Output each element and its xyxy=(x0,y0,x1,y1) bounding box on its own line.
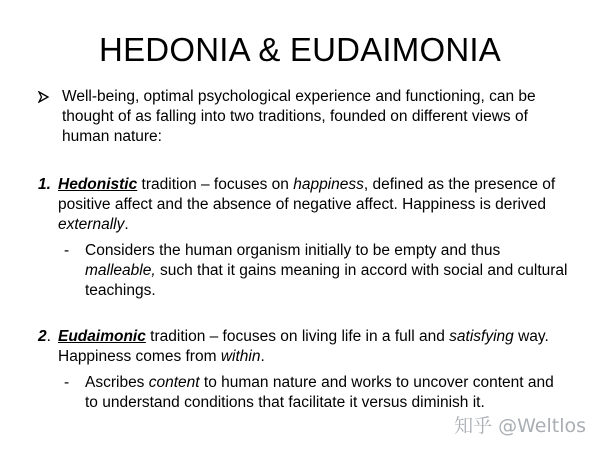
emphasis-satisfying: satisfying xyxy=(449,328,514,345)
list-item-hedonistic xyxy=(38,175,568,301)
slide-title: HEDONIA & EUDAIMONIA xyxy=(99,31,501,68)
emphasis-content: content xyxy=(148,374,200,391)
sub-text-part: such that it gains meaning in accord with social and cultural teachings. xyxy=(85,262,568,299)
item-text-part: tradition – focuses on xyxy=(137,176,294,193)
item-number-suffix: . xyxy=(46,328,51,345)
list-item-eudaimonic xyxy=(38,327,568,413)
emphasis-happiness: happiness xyxy=(293,176,364,193)
term-hedonistic: Hedonistic xyxy=(58,176,138,193)
watermark: 知乎 @Weltlos xyxy=(454,415,586,437)
intro-text: Well-being, optimal psychological experience and functioning, can be thought of as falling into two traditions, founded on different views of human nature: xyxy=(62,88,536,145)
item-number: 1. xyxy=(38,176,51,193)
item-text-part: . xyxy=(260,348,265,365)
term-eudaimonic: Eudaimonic xyxy=(58,328,146,345)
intro-bullet xyxy=(38,87,568,147)
sub-text-part: Considers the human organism initially to be empty and thus xyxy=(85,242,501,259)
sub-bullet xyxy=(64,373,568,413)
item-text xyxy=(58,175,568,235)
item-text-part: , defined as the presence of positive affect and the absence of negative affect. Happiness is derived xyxy=(58,176,556,213)
item-number-digit: 2 xyxy=(38,328,47,345)
arrow-bullet-icon xyxy=(38,87,56,107)
emphasis-within: within xyxy=(220,348,261,365)
emphasis-malleable: malleable, xyxy=(85,262,156,279)
sub-text-part: to human nature and works to uncover content and to understand conditions that facilitate it versus diminish it. xyxy=(85,374,554,411)
item-number xyxy=(38,327,51,347)
dash-bullet: - xyxy=(64,242,70,259)
dash-bullet: - xyxy=(64,374,70,391)
item-text xyxy=(58,327,568,367)
item-text-part: . xyxy=(124,216,129,233)
item-text-part: tradition – focuses on living life in a full and xyxy=(145,328,450,345)
emphasis-externally: externally xyxy=(58,216,125,233)
item-text-part: way. Happiness comes from xyxy=(58,328,549,365)
sub-text-part: Ascribes xyxy=(85,374,149,391)
sub-bullet xyxy=(64,241,568,301)
